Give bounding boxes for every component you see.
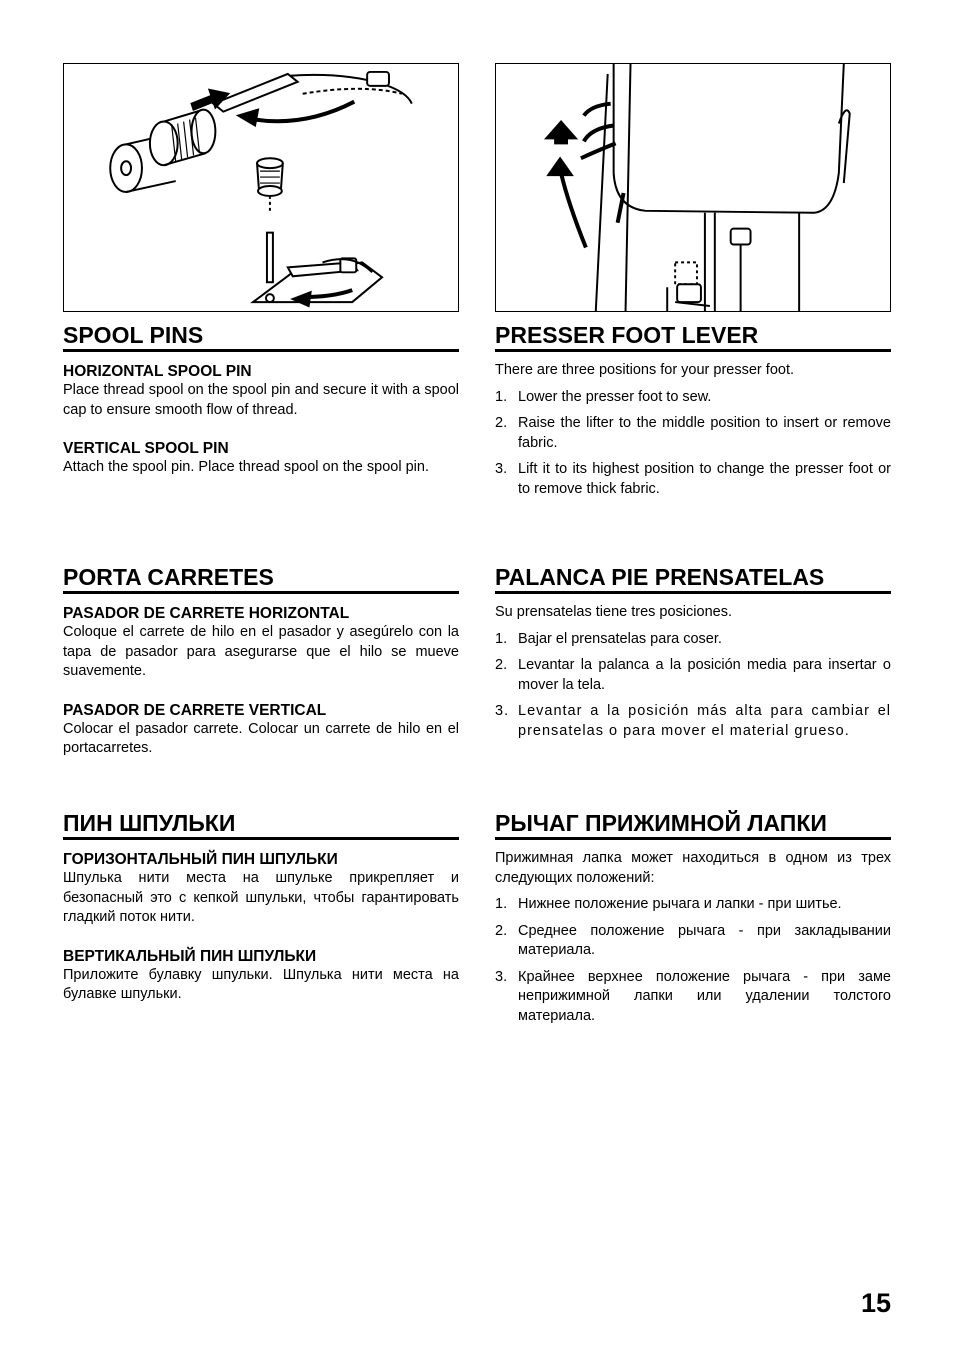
section-title: РЫЧАГ ПРИЖИМНОЙ ЛАПКИ bbox=[495, 810, 891, 840]
section-title: PALANCA PIE PRENSATELAS bbox=[495, 564, 891, 594]
list-number: 2. bbox=[495, 415, 508, 431]
section-title: PORTA CARRETES bbox=[63, 564, 459, 594]
numbered-list bbox=[495, 895, 891, 1026]
paragraph: Приложите булавку шпульки. Шпулька нити места на булавке шпульки. bbox=[63, 966, 459, 1002]
list-item bbox=[495, 702, 891, 741]
section-title: PRESSER FOOT LEVER bbox=[495, 322, 891, 352]
presser-foot-section-en bbox=[495, 322, 891, 499]
paragraph: Colocar el pasador carrete. Colocar un carrete de hilo en el portacarretes. bbox=[63, 720, 459, 756]
list-text: Среднее положение рычага - при закладывании материала. bbox=[518, 922, 891, 958]
list-item bbox=[495, 968, 891, 1027]
list-text: Raise the lifter to the middle position to insert or remove fabric. bbox=[518, 415, 891, 451]
list-item bbox=[495, 895, 891, 915]
intro-text: Su prensatelas tiene tres posiciones. bbox=[495, 604, 732, 620]
list-text: Levantar la palanca a la posición media para insertar o mover la tela. bbox=[518, 657, 891, 693]
list-number: 1. bbox=[495, 630, 508, 647]
list-number: 1. bbox=[495, 896, 508, 912]
list-text: Bajar el prensatelas para coser. bbox=[518, 630, 722, 647]
list-number: 2. bbox=[495, 922, 508, 939]
presser-foot-section-es bbox=[495, 564, 891, 741]
presser-foot-section-ru bbox=[495, 810, 891, 1026]
paragraph: Coloque el carrete de hilo en el pasador y asegúrelo con la tapa de pasador para asegurarse que el hilo se mueve suavemente. bbox=[63, 624, 459, 679]
spool-pins-figure bbox=[63, 63, 459, 312]
list-number: 3. bbox=[495, 703, 510, 719]
intro-text: There are three positions for your presser foot. bbox=[495, 362, 795, 378]
list-text: Levantar a la posición más alta para cambiar el prensatelas o para mover el material grueso. bbox=[518, 703, 891, 739]
list-item bbox=[495, 460, 891, 499]
list-number: 1. bbox=[495, 388, 508, 405]
presser-foot-figure bbox=[495, 63, 891, 312]
subheading: HORIZONTAL SPOOL PIN bbox=[63, 363, 252, 380]
page-number: 15 bbox=[860, 1288, 891, 1318]
list-text: Крайнее верхнее положение рычага - при заме неприжимной лапки или удалении толстого материала. bbox=[518, 968, 891, 1024]
spool-pins-section-es bbox=[63, 564, 459, 759]
presser-foot-lever-illustration bbox=[496, 64, 890, 311]
spool-pins-section-ru bbox=[63, 810, 459, 1005]
subheading: VERTICAL SPOOL PIN bbox=[63, 440, 229, 457]
section-title: SPOOL PINS bbox=[63, 322, 459, 352]
subheading: PASADOR DE CARRETE VERTICAL bbox=[63, 701, 327, 719]
numbered-list bbox=[495, 388, 891, 500]
list-number: 3. bbox=[495, 968, 508, 985]
paragraph: Place thread spool on the spool pin and secure it with a spool cap to ensure smooth flow of thread. bbox=[63, 382, 459, 418]
list-text: Нижнее положение рычага и лапки - при шитье. bbox=[518, 896, 842, 912]
subheading: ВЕРТИКАЛЬНЫЙ ПИН ШПУЛЬКИ bbox=[63, 947, 317, 965]
paragraph: Шпулька нити места на шпульке прикрепляет и безопасный это с кепкой шпульки, чтобы гарантировать гладкий поток нити. bbox=[63, 870, 459, 925]
list-number: 2. bbox=[495, 657, 508, 673]
subheading: PASADOR DE CARRETE HORIZONTAL bbox=[63, 605, 350, 622]
list-item bbox=[495, 922, 891, 961]
subheading: ГОРИЗОНТАЛЬНЫЙ ПИН ШПУЛЬКИ bbox=[63, 851, 338, 868]
list-number: 3. bbox=[495, 461, 508, 477]
list-text: Lower the presser foot to sew. bbox=[518, 388, 712, 405]
intro-text: Прижимная лапка может находиться в одном из трех следующих положений: bbox=[495, 850, 891, 886]
section-title: ПИН ШПУЛЬКИ bbox=[63, 810, 459, 840]
numbered-list bbox=[495, 630, 891, 742]
list-item bbox=[495, 388, 891, 408]
list-item bbox=[495, 630, 891, 650]
list-item bbox=[495, 656, 891, 695]
spool-pins-section-en bbox=[63, 322, 459, 478]
paragraph: Attach the spool pin. Place thread spool on the spool pin. bbox=[63, 459, 429, 475]
list-text: Lift it to its highest position to change the presser foot or to remove thick fabric. bbox=[518, 461, 891, 497]
list-item bbox=[495, 414, 891, 453]
spool-pins-illustration bbox=[64, 64, 458, 311]
